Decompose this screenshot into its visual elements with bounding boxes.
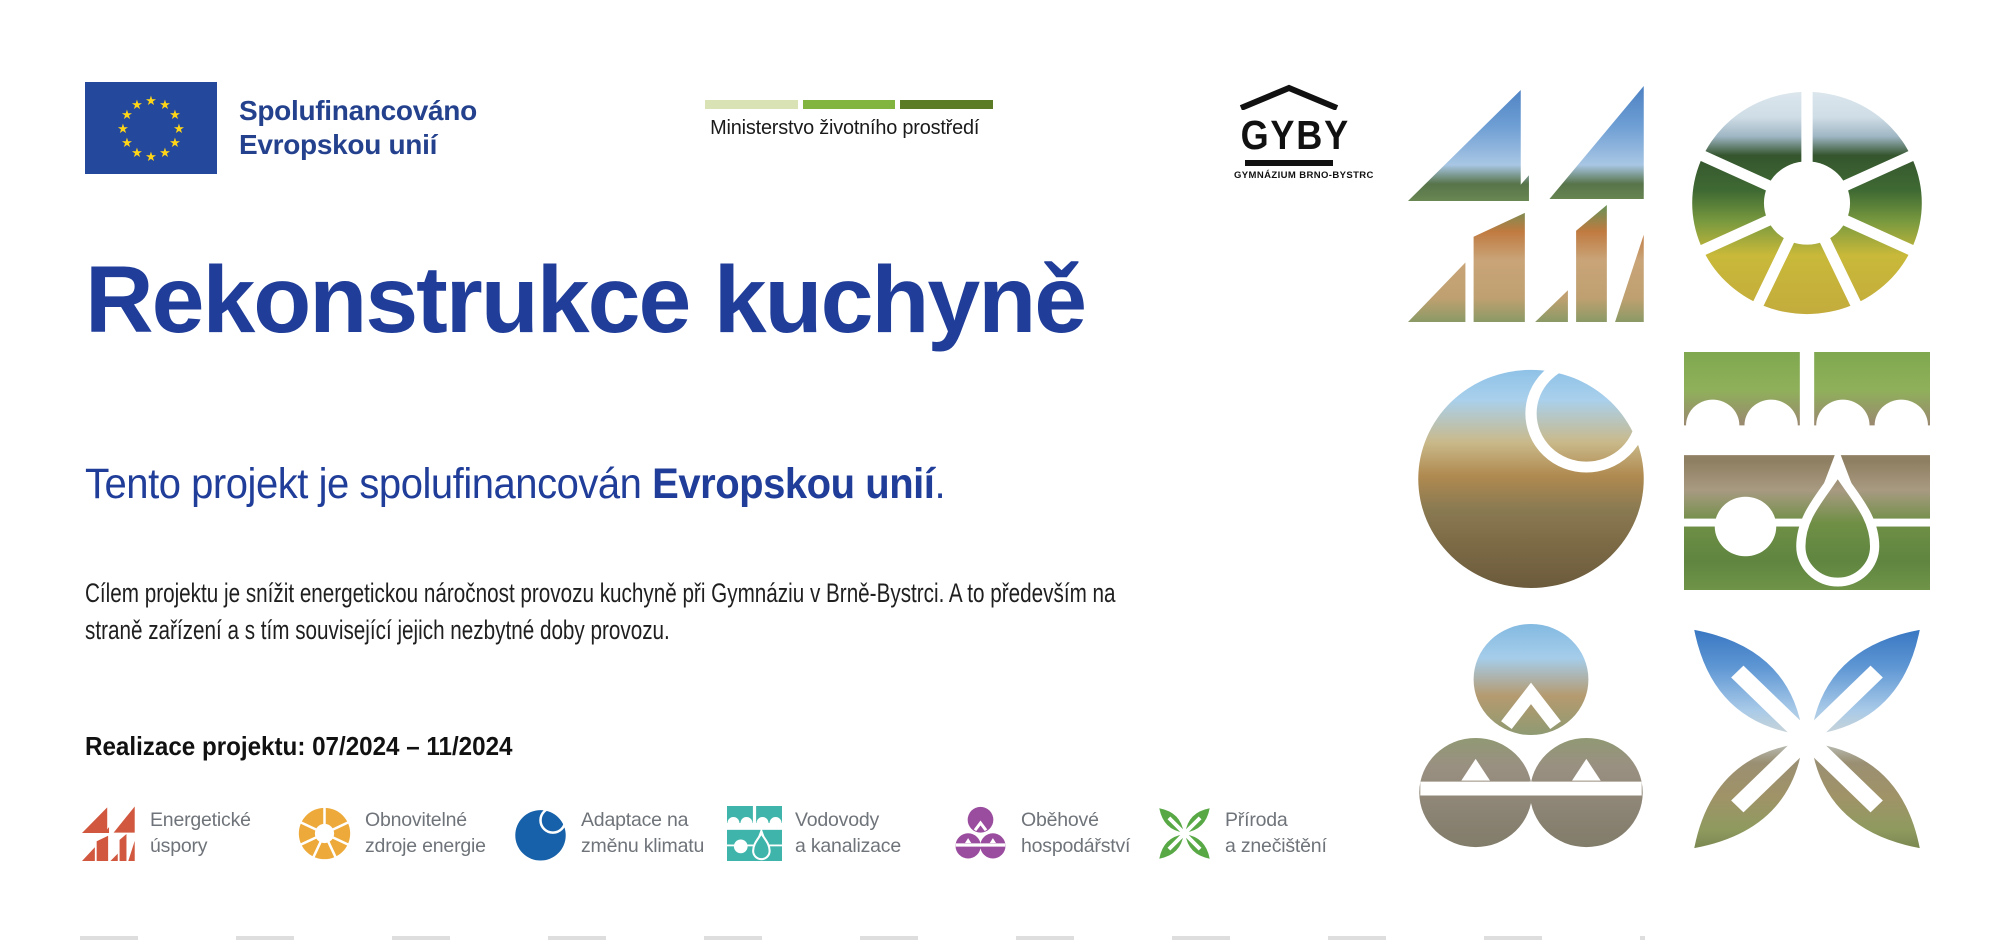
svg-text:★: ★ <box>117 122 129 137</box>
subtitle-emphasis: Evropskou unií <box>652 460 935 508</box>
water-sewerage-icon <box>727 806 782 861</box>
circular-economy-icon <box>953 806 1008 861</box>
svg-text:★: ★ <box>169 108 181 123</box>
ministry-bar-mid <box>803 100 896 109</box>
category-label: Adaptace na změnu klimatu <box>581 809 705 857</box>
category-renewable-energy <box>297 806 486 861</box>
category-label: Obnovitelné zdroje energie <box>365 809 486 857</box>
ministry-name: Ministerstvo životního prostředí <box>710 116 980 139</box>
svg-text:★: ★ <box>131 98 143 113</box>
category-water-sewerage <box>727 806 901 861</box>
category-circular-economy <box>953 806 1130 861</box>
svg-text:★: ★ <box>145 94 157 109</box>
school-roof-icon <box>1237 84 1341 110</box>
eu-cofunded-logo <box>85 82 477 174</box>
ministry-bar-dark <box>900 100 993 109</box>
realization-period: Realizace projektu: 07/2024 – 11/2024 <box>85 731 513 761</box>
category-nature-pollution <box>1157 806 1327 861</box>
school-name: GYMNÁZIUM BRNO-BYSTRC <box>1234 169 1374 181</box>
svg-text:★: ★ <box>131 146 143 161</box>
school-acronym: GYBY <box>1240 112 1350 158</box>
photo-tile-climate-adaptation <box>1408 352 1654 590</box>
subtitle-prefix: Tento projekt je spolufinancován <box>85 460 653 508</box>
svg-text:★: ★ <box>121 136 133 151</box>
svg-text:★: ★ <box>159 98 171 113</box>
photo-tile-nature-pollution <box>1684 620 1930 858</box>
eu-flag <box>85 82 217 174</box>
nature-pollution-icon <box>1157 806 1212 861</box>
photo-tile-renewable-energy <box>1684 84 1930 322</box>
svg-text:★: ★ <box>145 150 157 165</box>
eu-cofunded-label <box>239 94 477 161</box>
eu-cofunded-line1: Spolufinancováno <box>239 95 477 127</box>
photo-tile-energy-savings <box>1408 84 1654 322</box>
category-label: Energetické úspory <box>150 809 251 857</box>
project-description <box>85 575 1116 648</box>
svg-text:★: ★ <box>173 122 185 137</box>
renewable-energy-icon <box>297 806 352 861</box>
footer-watermark <box>80 936 1645 940</box>
subtitle-suffix: . <box>934 460 946 508</box>
climate-adaptation-icon <box>513 806 568 861</box>
svg-text:★: ★ <box>159 146 171 161</box>
page-title: Rekonstrukce kuchyně <box>85 247 1086 353</box>
description-line-2: straně zařízení a s tím související jejich nezbytné doby provozu. <box>85 614 670 645</box>
photo-tile-grid <box>1408 84 1930 858</box>
ministry-color-bars <box>705 100 993 109</box>
subtitle <box>85 460 945 509</box>
description-line-1: Cílem projektu je snížit energetickou náročnost provozu kuchyně při Gymnáziu v Brně-Bystrci. A to především na <box>85 578 1116 608</box>
photo-tile-water-sewerage <box>1684 352 1930 590</box>
energy-savings-icon <box>82 806 137 861</box>
photo-tile-circular-economy <box>1408 620 1654 858</box>
category-label: Oběhové hospodářství <box>1021 809 1131 857</box>
school-logo <box>1234 84 1374 181</box>
category-climate-adaptation <box>513 806 704 861</box>
school-logo-bar <box>1245 160 1333 166</box>
svg-text:★: ★ <box>169 136 181 151</box>
category-energy-savings <box>82 806 251 861</box>
ministry-logo <box>705 100 993 140</box>
eu-cofunded-line2: Evropskou unií <box>239 129 438 160</box>
svg-text:★: ★ <box>121 108 133 123</box>
ministry-bar-light <box>705 100 798 109</box>
category-label: Příroda a znečištění <box>1225 809 1327 857</box>
category-label: Vodovody a kanalizace <box>795 809 902 857</box>
